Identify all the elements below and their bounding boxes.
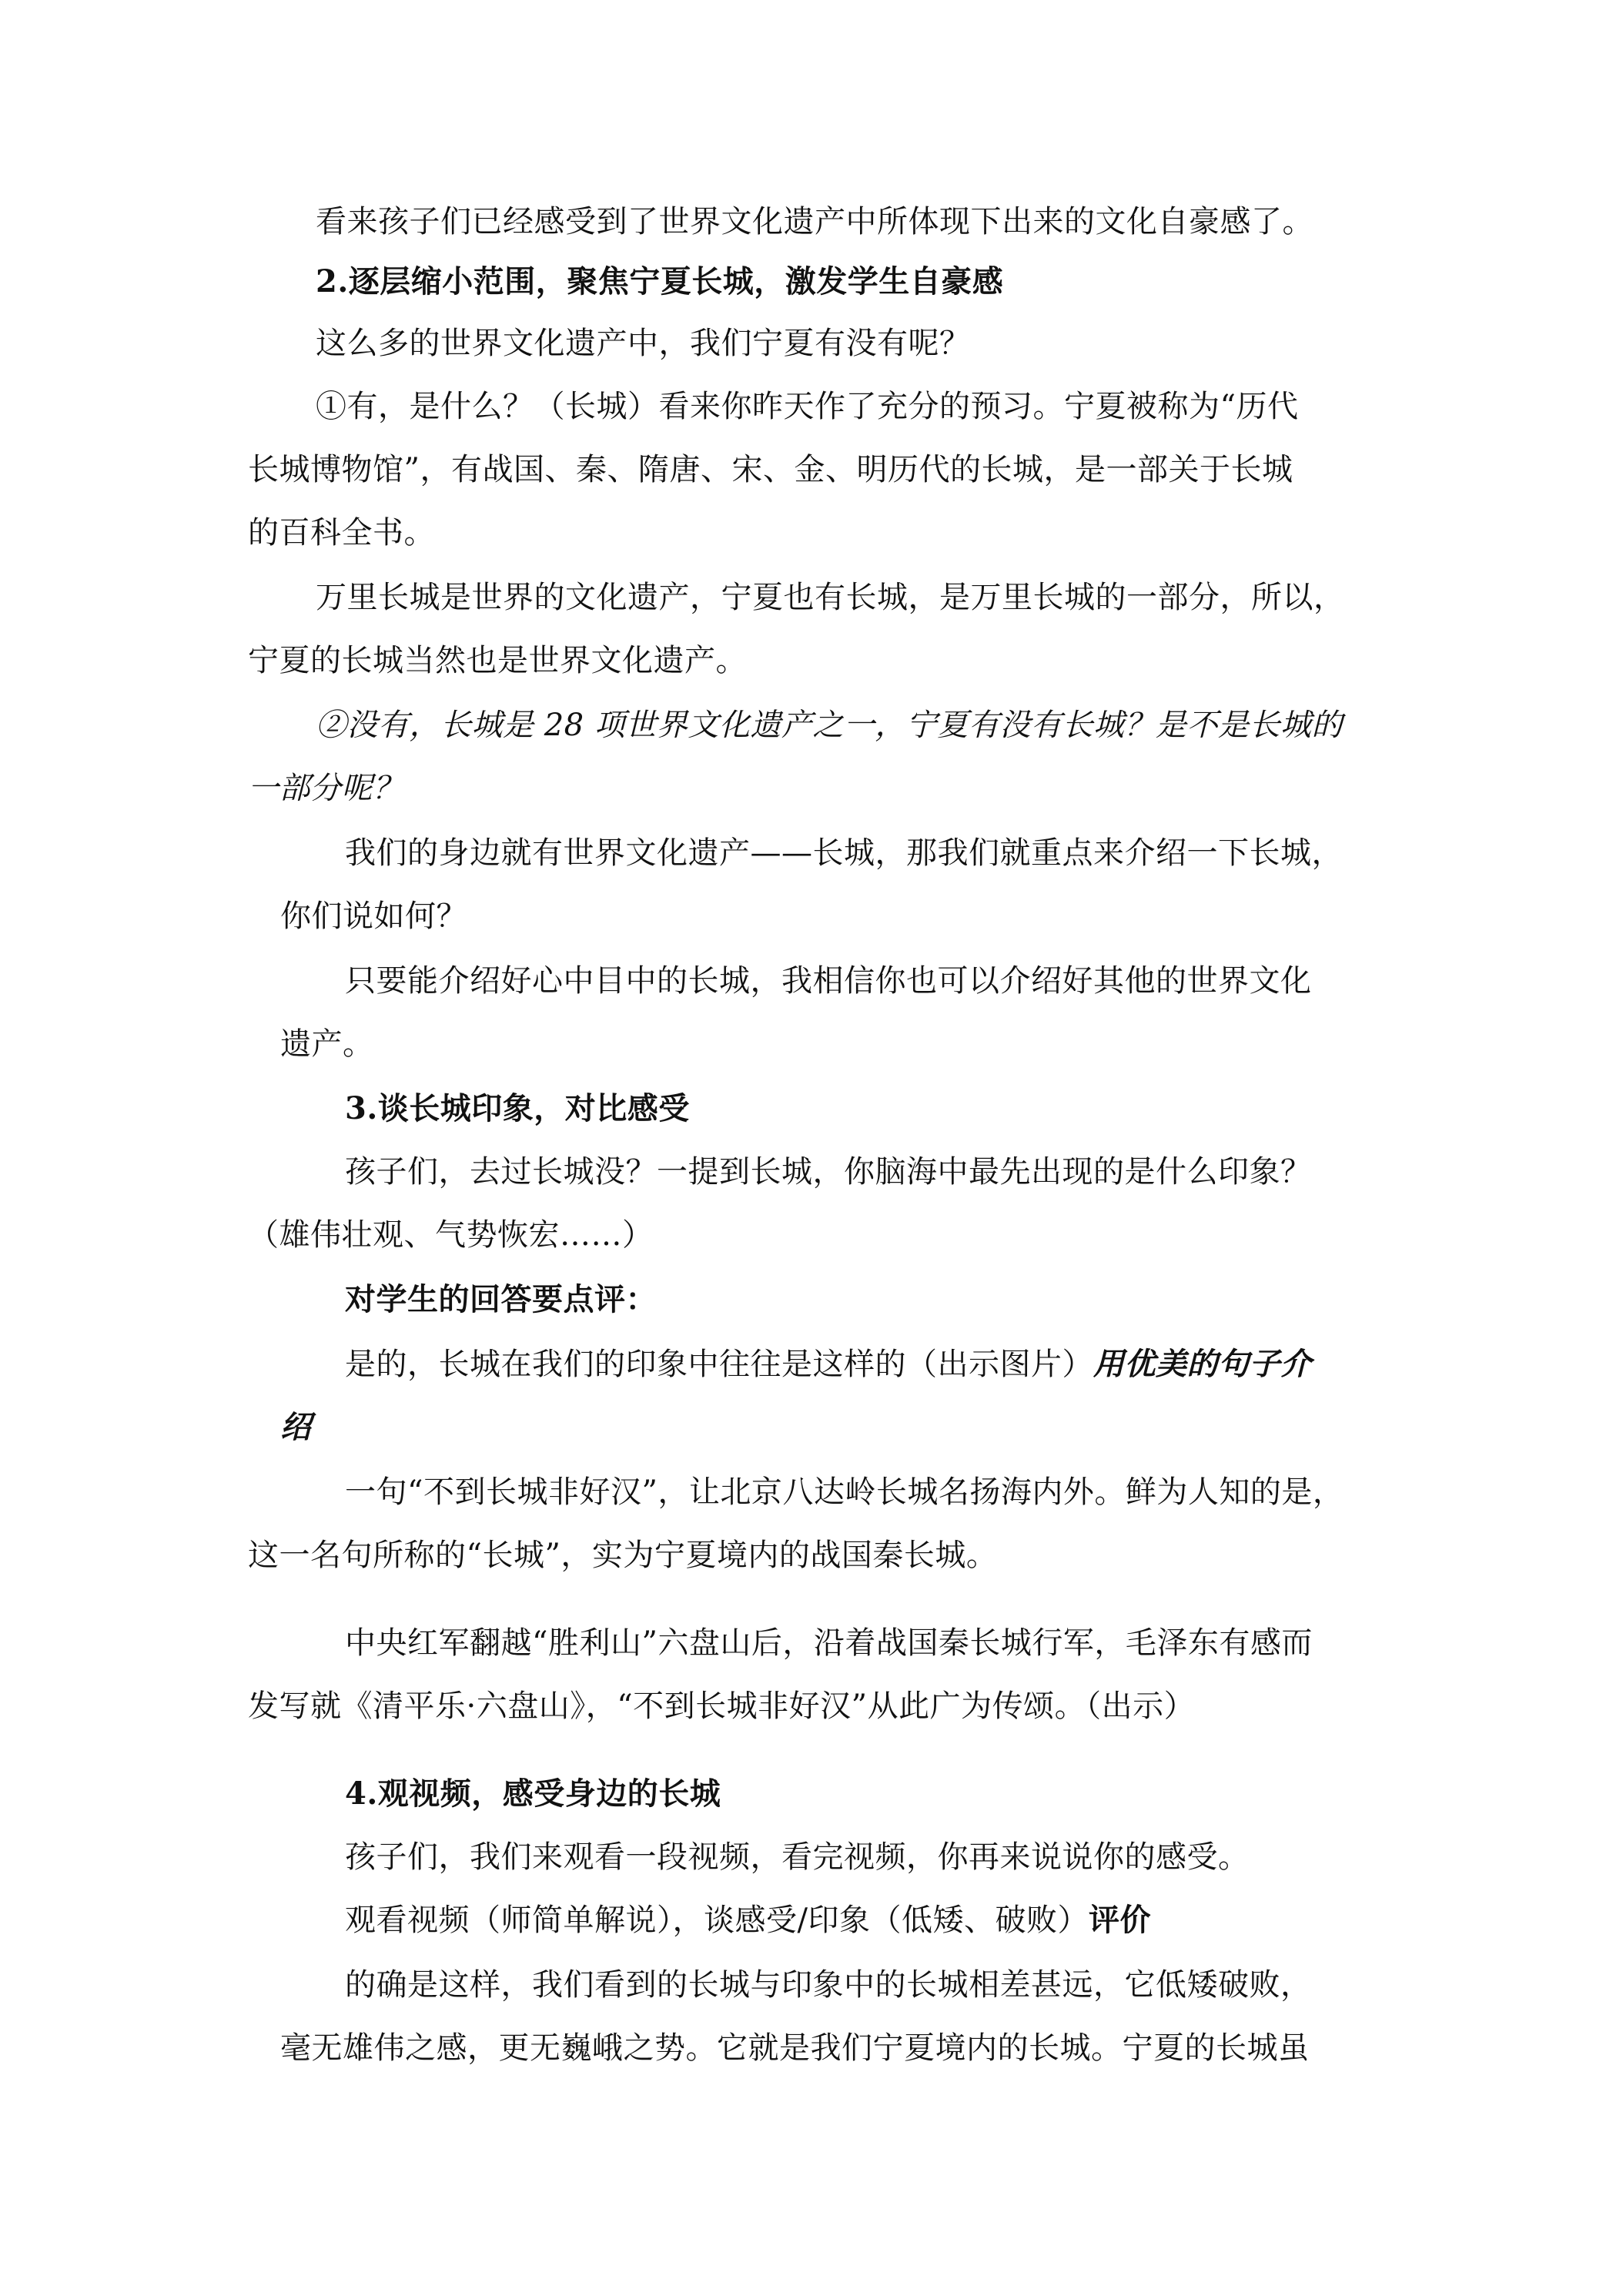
paragraph-line: 孩子们，我们来观看一段视频，看完视频，你再来说说你的感受。 [345,1839,1250,1875]
paragraph-line: 遗产。 [280,1026,374,1062]
emphasis-text: 用优美的句子介 [1093,1346,1312,1382]
paragraph-line [345,1344,1312,1384]
paragraph-line: 一句“不到长城非好汉”，让北京八达岭长城名扬海内外。鲜为人知的是， [345,1474,1344,1510]
paragraph-line: 毫无雄伟之感，更无巍峨之势。它就是我们宁夏境内的长城。宁夏的长城虽 [280,2030,1310,2066]
paragraph-line: 我们的身边就有世界文化遗产——长城，那我们就重点来介绍一下长城， [345,835,1343,871]
paragraph-line: 中央红军翻越“胜利山”六盘山后，沿着战国秦长城行军，毛泽东有感而 [345,1625,1313,1661]
paragraph-line: 你们说如何？ [280,899,467,934]
paragraph-line: 只要能介绍好心中目中的长城，我相信你也可以介绍好其他的世界文化 [345,963,1312,999]
section-heading-2: 2.逐层缩小范围，聚焦宁夏长城，激发学生自豪感 [316,263,1004,300]
paragraph-line: 这一名句所称的“长城”，实为宁夏境内的战国秦长城。 [248,1538,998,1573]
bold-text: 评价 [1088,1902,1151,1938]
paragraph-line: 发写就《清平乐·六盘山》，“不到长城非好汉”从此广为传颂。（出示） [248,1689,1196,1724]
paragraph-line: 的百科全书。 [248,515,435,551]
paragraph-line: ①有，是什么？（长城）看来你昨天作了充分的预习。宁夏被称为“历代 [316,389,1299,424]
paragraph-line: 宁夏的长城当然也是世界文化遗产。 [248,643,747,678]
section-heading-3: 3.谈长城印象，对比感受 [345,1090,690,1126]
paragraph-line: 看来孩子们已经感受到了世界文化遗产中所体现下出来的文化自豪感了。 [316,204,1313,239]
paragraph-line: 这么多的世界文化遗产中，我们宁夏有没有呢？ [316,326,971,361]
paragraph-line: 长城博物馆”，有战国、秦、隋唐、宋、金、明历代的长城，是一部关于长城 [248,452,1293,487]
paragraph-line-italic: 一部分呢？ [248,771,404,806]
paragraph-line [345,1900,1151,1940]
paragraph-line: 孩子们，去过长城没？一提到长城，你脑海中最先出现的是什么印象？ [345,1154,1312,1190]
section-heading-4: 4.观视频，感受身边的长城 [345,1776,721,1812]
paragraph-line: 万里长城是世界的文化遗产，宁夏也有长城，是万里长城的一部分，所以， [316,580,1345,615]
paragraph-line: 的确是这样，我们看到的长城与印象中的长城相差甚远，它低矮破败， [345,1967,1312,2003]
text-run: 观看视频（师简单解说），谈感受/印象（低矮、破败） [345,1903,1089,1938]
paragraph-line-italic: ②没有，长城是 28 项世界文化遗产之一，宁夏有没有长城？是不是长城的 [316,708,1343,743]
text-run: 是的，长城在我们的印象中往往是这样的（出示图片） [345,1347,1093,1382]
bold-note: 对学生的回答要点评： [345,1281,657,1317]
emphasis-text: 绍 [280,1409,312,1445]
paragraph-line: （雄伟壮观、气势恢宏……） [248,1217,654,1253]
